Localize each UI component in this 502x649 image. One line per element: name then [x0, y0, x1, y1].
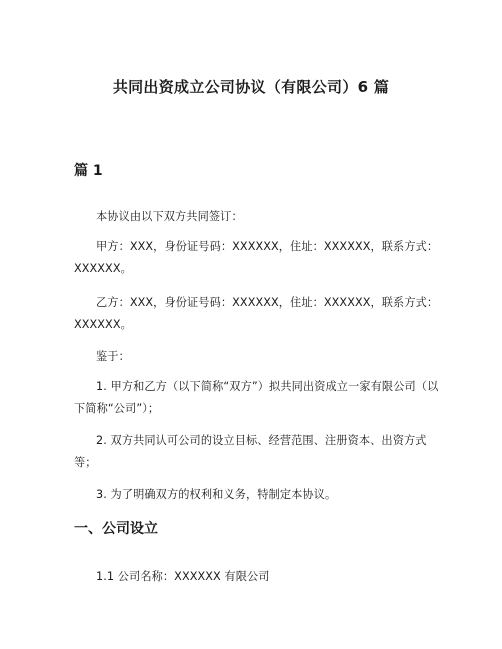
section-heading: 篇 1 [74, 163, 103, 179]
paragraph: 甲方：XXX，身份证号码：XXXXXX，住址：XXXXXX，联系方式：XXXXXX。 [74, 240, 439, 275]
chapter-heading: 一、公司设立 [74, 521, 158, 537]
document-title: 共同出资成立公司协议（有限公司）6 篇 [112, 78, 390, 96]
paragraph: 鉴于： [96, 350, 130, 363]
paragraph: 1.1 公司名称：XXXXXX 有限公司 [96, 570, 270, 583]
paragraph: 乙方：XXX，身份证号码：XXXXXX，住址：XXXXXX，联系方式：XXXXXX。 [74, 296, 439, 331]
paragraph: 1. 甲方和乙方（以下简称“双方”）拟共同出资成立一家有限公司（以下简称“公司”）； [74, 380, 439, 415]
paragraph: 2. 双方共同认可公司的设立目标、经营范围、注册资本、出资方式等； [74, 434, 427, 469]
paragraph: 本协议由以下双方共同签订： [96, 210, 243, 223]
paragraph: 3. 为了明确双方的权利和义务，特制定本协议。 [96, 488, 337, 501]
